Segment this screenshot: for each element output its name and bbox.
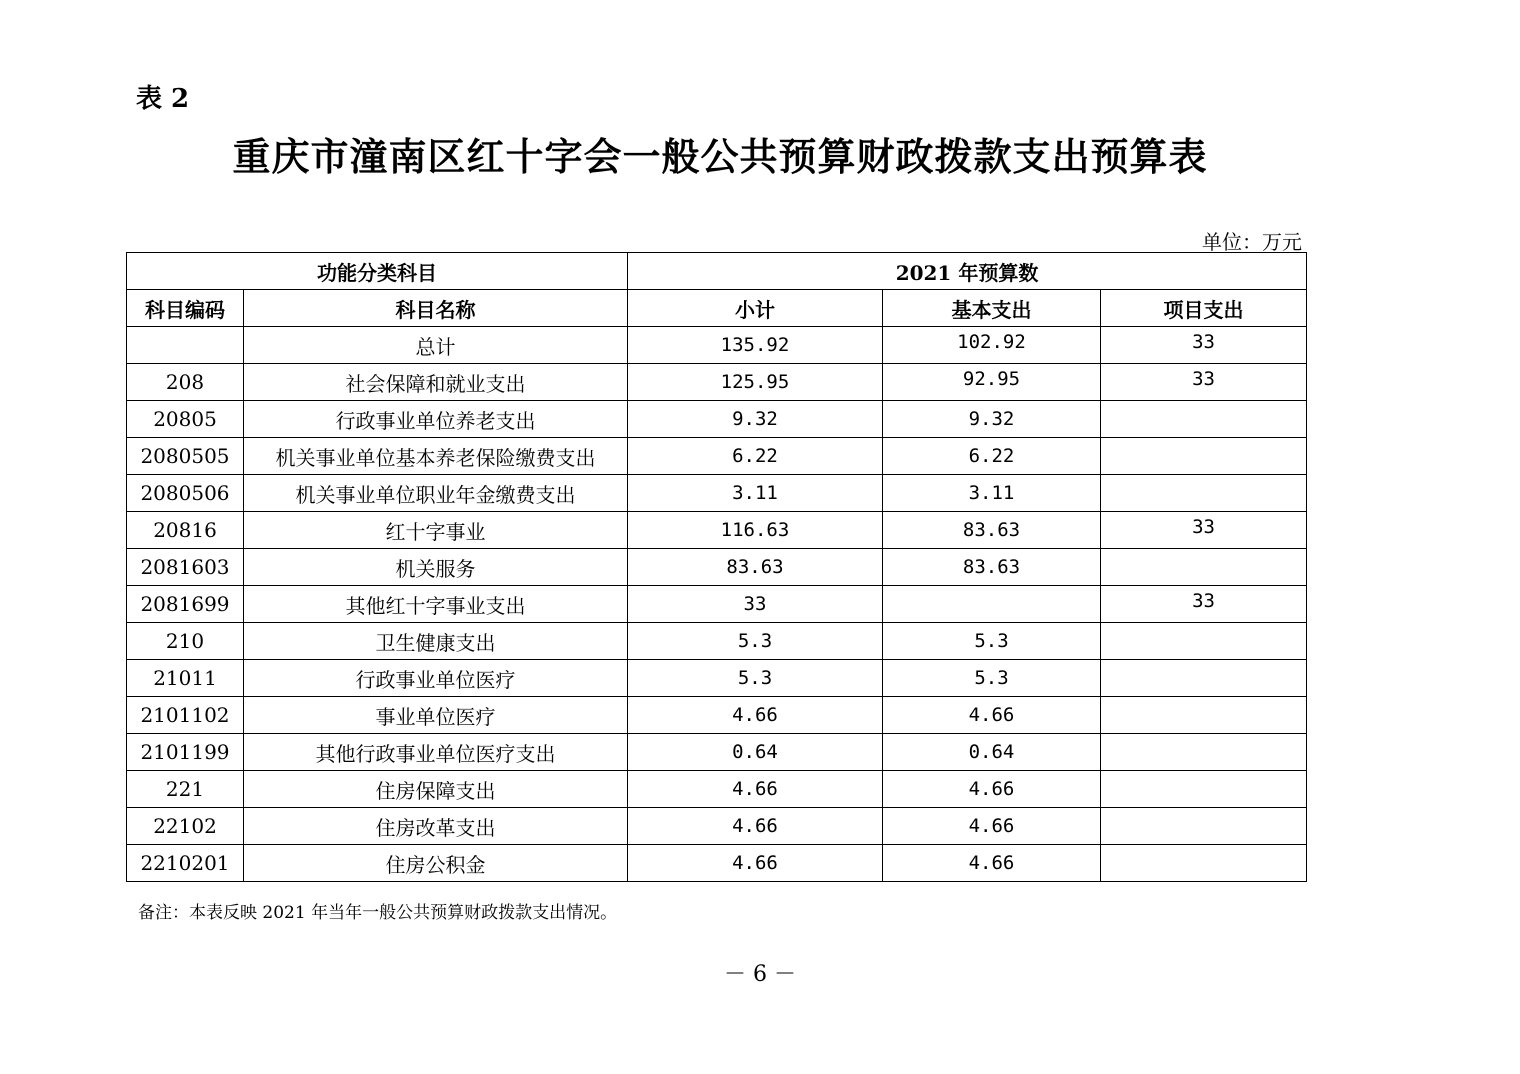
column-header-name: 科目名称	[244, 290, 628, 327]
cell-project: 33	[1101, 586, 1307, 623]
table-row	[127, 623, 1307, 660]
cell-project	[1101, 401, 1307, 438]
cell-name: 社会保障和就业支出	[244, 364, 628, 401]
cell-subtotal: 5.3	[628, 660, 883, 697]
footnote: 备注：本表反映 2021 年当年一般公共预算财政拨款支出情况。	[138, 903, 618, 923]
cell-project	[1101, 697, 1307, 734]
cell-code	[127, 327, 244, 364]
table-row	[127, 771, 1307, 808]
cell-subtotal: 4.66	[628, 697, 883, 734]
cell-name: 红十字事业	[244, 512, 628, 549]
cell-name: 总计	[244, 327, 628, 364]
cell-basic: 5.3	[883, 660, 1101, 697]
cell-code: 2080506	[127, 475, 244, 512]
cell-basic: 5.3	[883, 623, 1101, 660]
cell-project: 33	[1101, 364, 1307, 401]
cell-subtotal: 4.66	[628, 845, 883, 882]
group-header-row	[127, 253, 1307, 290]
table-row	[127, 660, 1307, 697]
cell-subtotal: 4.66	[628, 808, 883, 845]
cell-basic: 83.63	[883, 512, 1101, 549]
cell-project: 33	[1101, 512, 1307, 549]
cell-name: 行政事业单位医疗	[244, 660, 628, 697]
cell-code: 221	[127, 771, 244, 808]
cell-subtotal: 9.32	[628, 401, 883, 438]
cell-code: 2080505	[127, 438, 244, 475]
cell-basic: 83.63	[883, 549, 1101, 586]
cell-basic: 3.11	[883, 475, 1101, 512]
table-row	[127, 734, 1307, 771]
column-header-basic: 基本支出	[883, 290, 1101, 327]
cell-project	[1101, 475, 1307, 512]
table-row	[127, 364, 1307, 401]
cell-project	[1101, 660, 1307, 697]
cell-project	[1101, 771, 1307, 808]
cell-code: 2081699	[127, 586, 244, 623]
column-header-row	[127, 290, 1307, 327]
cell-name: 行政事业单位养老支出	[244, 401, 628, 438]
cell-basic	[883, 586, 1101, 623]
cell-subtotal: 5.3	[628, 623, 883, 660]
cell-name: 机关事业单位职业年金缴费支出	[244, 475, 628, 512]
cell-subtotal: 0.64	[628, 734, 883, 771]
group-header-budget-year: 2021 年预算数	[628, 253, 1307, 290]
cell-basic: 4.66	[883, 808, 1101, 845]
cell-project	[1101, 549, 1307, 586]
page-title: 重庆市潼南区红十字会一般公共预算财政拨款支出预算表	[232, 134, 1208, 179]
column-header-code: 科目编码	[127, 290, 244, 327]
cell-name: 机关服务	[244, 549, 628, 586]
cell-name: 住房保障支出	[244, 771, 628, 808]
cell-project	[1101, 438, 1307, 475]
cell-code: 20805	[127, 401, 244, 438]
cell-subtotal: 83.63	[628, 549, 883, 586]
cell-basic: 4.66	[883, 697, 1101, 734]
cell-name: 事业单位医疗	[244, 697, 628, 734]
table-body	[127, 327, 1307, 882]
table-row	[127, 438, 1307, 475]
cell-code: 22102	[127, 808, 244, 845]
cell-project: 33	[1101, 327, 1307, 364]
cell-basic: 92.95	[883, 364, 1101, 401]
cell-code: 2081603	[127, 549, 244, 586]
cell-basic: 9.32	[883, 401, 1101, 438]
cell-basic: 6.22	[883, 438, 1101, 475]
cell-name: 其他行政事业单位医疗支出	[244, 734, 628, 771]
group-header-functional-category: 功能分类科目	[127, 253, 628, 290]
cell-subtotal: 135.92	[628, 327, 883, 364]
cell-subtotal: 3.11	[628, 475, 883, 512]
page-number: － 6 －	[724, 962, 796, 987]
table-row	[127, 549, 1307, 586]
cell-code: 20816	[127, 512, 244, 549]
budget-table	[126, 252, 1307, 882]
cell-basic: 4.66	[883, 771, 1101, 808]
cell-basic: 102.92	[883, 327, 1101, 364]
table-row	[127, 327, 1307, 364]
table-row	[127, 845, 1307, 882]
cell-project	[1101, 808, 1307, 845]
cell-subtotal: 116.63	[628, 512, 883, 549]
cell-project	[1101, 623, 1307, 660]
unit-label: 单位：万元	[1202, 230, 1302, 254]
cell-subtotal: 6.22	[628, 438, 883, 475]
cell-project	[1101, 734, 1307, 771]
cell-name: 住房改革支出	[244, 808, 628, 845]
cell-code: 2101199	[127, 734, 244, 771]
table-row	[127, 401, 1307, 438]
column-header-subtotal: 小计	[628, 290, 883, 327]
cell-code: 21011	[127, 660, 244, 697]
cell-subtotal: 33	[628, 586, 883, 623]
cell-subtotal: 4.66	[628, 771, 883, 808]
table-row	[127, 475, 1307, 512]
cell-code: 2101102	[127, 697, 244, 734]
table-label: 表 2	[136, 84, 190, 114]
cell-name: 其他红十字事业支出	[244, 586, 628, 623]
cell-subtotal: 125.95	[628, 364, 883, 401]
table-row	[127, 512, 1307, 549]
cell-project	[1101, 845, 1307, 882]
column-header-project: 项目支出	[1101, 290, 1307, 327]
cell-code: 210	[127, 623, 244, 660]
cell-name: 卫生健康支出	[244, 623, 628, 660]
cell-name: 住房公积金	[244, 845, 628, 882]
cell-name: 机关事业单位基本养老保险缴费支出	[244, 438, 628, 475]
cell-basic: 0.64	[883, 734, 1101, 771]
table-row	[127, 697, 1307, 734]
cell-code: 208	[127, 364, 244, 401]
table-row	[127, 586, 1307, 623]
cell-basic: 4.66	[883, 845, 1101, 882]
cell-code: 2210201	[127, 845, 244, 882]
table-row	[127, 808, 1307, 845]
